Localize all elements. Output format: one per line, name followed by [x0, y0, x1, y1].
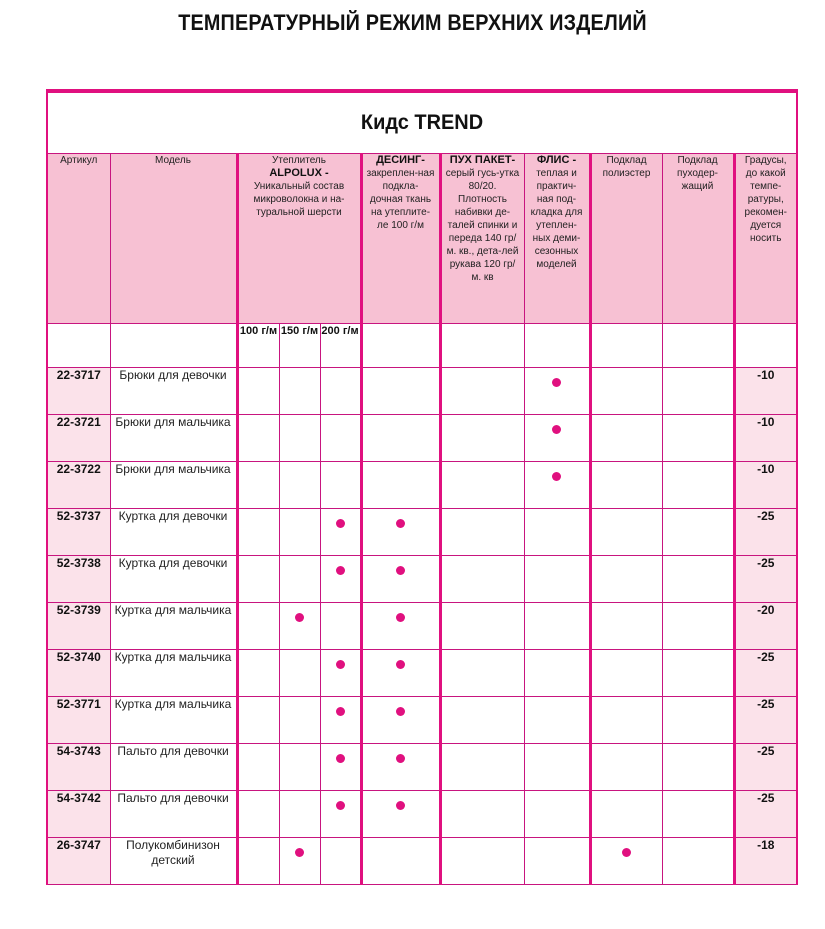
- mark-cell: [320, 462, 361, 509]
- dot-marker-icon: [336, 801, 345, 810]
- degrees-cell: -25: [734, 556, 797, 603]
- dot-marker-icon: [396, 801, 405, 810]
- mark-cell: [440, 744, 524, 791]
- model-cell: Пальто для девочки: [110, 791, 237, 838]
- header-lining-down: Подклад пуходер-жащий: [662, 154, 734, 324]
- mark-cell: [361, 650, 440, 697]
- mark-cell: [237, 556, 279, 603]
- subheader-100: 100 г/м: [237, 324, 279, 368]
- mark-cell: [237, 368, 279, 415]
- dot-marker-icon: [396, 519, 405, 528]
- mark-cell: [279, 462, 320, 509]
- table-row: [47, 509, 797, 556]
- dot-marker-icon: [295, 848, 304, 857]
- mark-cell: [440, 650, 524, 697]
- table-row: [47, 838, 797, 885]
- mark-cell: [662, 462, 734, 509]
- mark-cell: [361, 509, 440, 556]
- mark-cell: [279, 838, 320, 885]
- mark-cell: [361, 697, 440, 744]
- mark-cell: [279, 697, 320, 744]
- dot-marker-icon: [552, 472, 561, 481]
- subheader-150: 150 г/м: [279, 324, 320, 368]
- mark-cell: [662, 697, 734, 744]
- model-cell: Брюки для девочки: [110, 368, 237, 415]
- page-title: ТЕМПЕРАТУРНЫЙ РЕЖИМ ВЕРХНИХ ИЗДЕЛИЙ: [178, 10, 647, 35]
- mark-cell: [590, 697, 662, 744]
- mark-cell: [440, 791, 524, 838]
- degrees-cell: -25: [734, 697, 797, 744]
- degrees-cell: -10: [734, 415, 797, 462]
- dot-marker-icon: [336, 754, 345, 763]
- mark-cell: [320, 368, 361, 415]
- mark-cell: [237, 415, 279, 462]
- mark-cell: [662, 650, 734, 697]
- mark-cell: [662, 744, 734, 791]
- subheader-200: 200 г/м: [320, 324, 361, 368]
- dot-marker-icon: [396, 660, 405, 669]
- model-cell: Пальто для девочки: [110, 744, 237, 791]
- mark-cell: [279, 509, 320, 556]
- mark-cell: [524, 462, 590, 509]
- mark-cell: [524, 744, 590, 791]
- degrees-cell: -10: [734, 462, 797, 509]
- dot-marker-icon: [396, 566, 405, 575]
- article-cell: 52-3771: [47, 697, 110, 744]
- mark-cell: [590, 368, 662, 415]
- table-title-cell: [47, 91, 797, 154]
- mark-cell: [237, 697, 279, 744]
- table-row: [47, 556, 797, 603]
- dot-marker-icon: [396, 613, 405, 622]
- table-row: [47, 697, 797, 744]
- article-cell: 52-3740: [47, 650, 110, 697]
- mark-cell: [320, 697, 361, 744]
- mark-cell: [524, 556, 590, 603]
- mark-cell: [279, 603, 320, 650]
- mark-cell: [320, 650, 361, 697]
- mark-cell: [237, 744, 279, 791]
- mark-cell: [662, 556, 734, 603]
- article-cell: 22-3721: [47, 415, 110, 462]
- mark-cell: [590, 791, 662, 838]
- mark-cell: [237, 650, 279, 697]
- mark-cell: [237, 603, 279, 650]
- mark-cell: [440, 556, 524, 603]
- mark-cell: [662, 603, 734, 650]
- mark-cell: [590, 603, 662, 650]
- mark-cell: [361, 462, 440, 509]
- dot-marker-icon: [336, 660, 345, 669]
- mark-cell: [320, 791, 361, 838]
- mark-cell: [590, 509, 662, 556]
- mark-cell: [279, 791, 320, 838]
- mark-cell: [440, 462, 524, 509]
- header-model: Модель: [110, 154, 237, 324]
- mark-cell: [279, 556, 320, 603]
- mark-cell: [237, 509, 279, 556]
- table-row: [47, 368, 797, 415]
- mark-cell: [440, 838, 524, 885]
- header-article: Артикул: [47, 154, 110, 324]
- mark-cell: [320, 556, 361, 603]
- mark-cell: [279, 650, 320, 697]
- mark-cell: [320, 509, 361, 556]
- mark-cell: [320, 838, 361, 885]
- dot-marker-icon: [336, 566, 345, 575]
- model-cell: Куртка для девочки: [110, 509, 237, 556]
- mark-cell: [440, 697, 524, 744]
- dot-marker-icon: [552, 378, 561, 387]
- mark-cell: [524, 791, 590, 838]
- mark-cell: [524, 697, 590, 744]
- model-cell: Куртка для мальчика: [110, 650, 237, 697]
- dot-marker-icon: [552, 425, 561, 434]
- mark-cell: [662, 415, 734, 462]
- mark-cell: [524, 838, 590, 885]
- article-cell: 54-3743: [47, 744, 110, 791]
- header-puh: ПУХ ПАКЕТ- серый гусь-утка 80/20. Плотность набивки де-талей спинки и переда 140 гр/м. кв., дета-лей рукава 120 гр/м. кв: [440, 154, 524, 324]
- article-cell: 52-3738: [47, 556, 110, 603]
- mark-cell: [361, 838, 440, 885]
- dot-marker-icon: [396, 707, 405, 716]
- mark-cell: [279, 368, 320, 415]
- model-cell: Брюки для мальчика: [110, 415, 237, 462]
- degrees-cell: -25: [734, 509, 797, 556]
- mark-cell: [524, 603, 590, 650]
- table-row: [47, 603, 797, 650]
- article-cell: 22-3722: [47, 462, 110, 509]
- mark-cell: [361, 415, 440, 462]
- mark-cell: [237, 791, 279, 838]
- mark-cell: [320, 415, 361, 462]
- model-cell: Куртка для девочки: [110, 556, 237, 603]
- mark-cell: [590, 556, 662, 603]
- dot-marker-icon: [622, 848, 631, 857]
- mark-cell: [662, 791, 734, 838]
- mark-cell: [320, 744, 361, 791]
- table-row: [47, 462, 797, 509]
- degrees-cell: -25: [734, 650, 797, 697]
- dot-marker-icon: [336, 519, 345, 528]
- table-row: [47, 744, 797, 791]
- mark-cell: [361, 556, 440, 603]
- mark-cell: [279, 744, 320, 791]
- model-cell: Полукомбинизон детский: [110, 838, 237, 885]
- mark-cell: [361, 368, 440, 415]
- mark-cell: [590, 462, 662, 509]
- header-degrees: Градусы, до какой темпе-ратуры, рекомен-дуется носить: [734, 154, 797, 324]
- article-cell: 52-3737: [47, 509, 110, 556]
- table-row: [47, 415, 797, 462]
- header-desing: ДЕСИНГ- закреплен-ная подкла-дочная ткань на утеплите-ле 100 г/м: [361, 154, 440, 324]
- mark-cell: [440, 415, 524, 462]
- mark-cell: [590, 744, 662, 791]
- mark-cell: [524, 415, 590, 462]
- mark-cell: [320, 603, 361, 650]
- mark-cell: [440, 509, 524, 556]
- article-cell: 52-3739: [47, 603, 110, 650]
- model-cell: Куртка для мальчика: [110, 697, 237, 744]
- mark-cell: [662, 368, 734, 415]
- mark-cell: [440, 603, 524, 650]
- mark-cell: [361, 603, 440, 650]
- dot-marker-icon: [336, 707, 345, 716]
- degrees-cell: -25: [734, 744, 797, 791]
- column-header-row: [47, 154, 797, 324]
- degrees-cell: -20: [734, 603, 797, 650]
- article-cell: 54-3742: [47, 791, 110, 838]
- model-cell: Куртка для мальчика: [110, 603, 237, 650]
- header-lining-poly: Подклад полиэстер: [590, 154, 662, 324]
- mark-cell: [590, 650, 662, 697]
- degrees-cell: -18: [734, 838, 797, 885]
- temperature-table: [46, 89, 798, 885]
- mark-cell: [237, 838, 279, 885]
- mark-cell: [524, 368, 590, 415]
- mark-cell: [361, 744, 440, 791]
- mark-cell: [662, 838, 734, 885]
- degrees-cell: -10: [734, 368, 797, 415]
- table-row: [47, 650, 797, 697]
- dot-marker-icon: [295, 613, 304, 622]
- article-cell: 26-3747: [47, 838, 110, 885]
- mark-cell: [361, 791, 440, 838]
- mark-cell: [662, 509, 734, 556]
- subheader-row: [47, 324, 797, 368]
- mark-cell: [524, 509, 590, 556]
- header-flis: ФЛИС - теплая и практич-ная под-кладка для утеплен-ных деми-сезонных моделей: [524, 154, 590, 324]
- mark-cell: [279, 415, 320, 462]
- article-cell: 22-3717: [47, 368, 110, 415]
- table-row: [47, 791, 797, 838]
- degrees-cell: -25: [734, 791, 797, 838]
- mark-cell: [237, 462, 279, 509]
- table-title: Кидс TREND: [360, 111, 484, 134]
- model-cell: Брюки для мальчика: [110, 462, 237, 509]
- header-alpolux: Утеплитель ALPOLUX - Уникальный состав микроволокна и на-туральной шерсти: [237, 154, 361, 324]
- dot-marker-icon: [396, 754, 405, 763]
- mark-cell: [590, 415, 662, 462]
- mark-cell: [440, 368, 524, 415]
- mark-cell: [590, 838, 662, 885]
- mark-cell: [524, 650, 590, 697]
